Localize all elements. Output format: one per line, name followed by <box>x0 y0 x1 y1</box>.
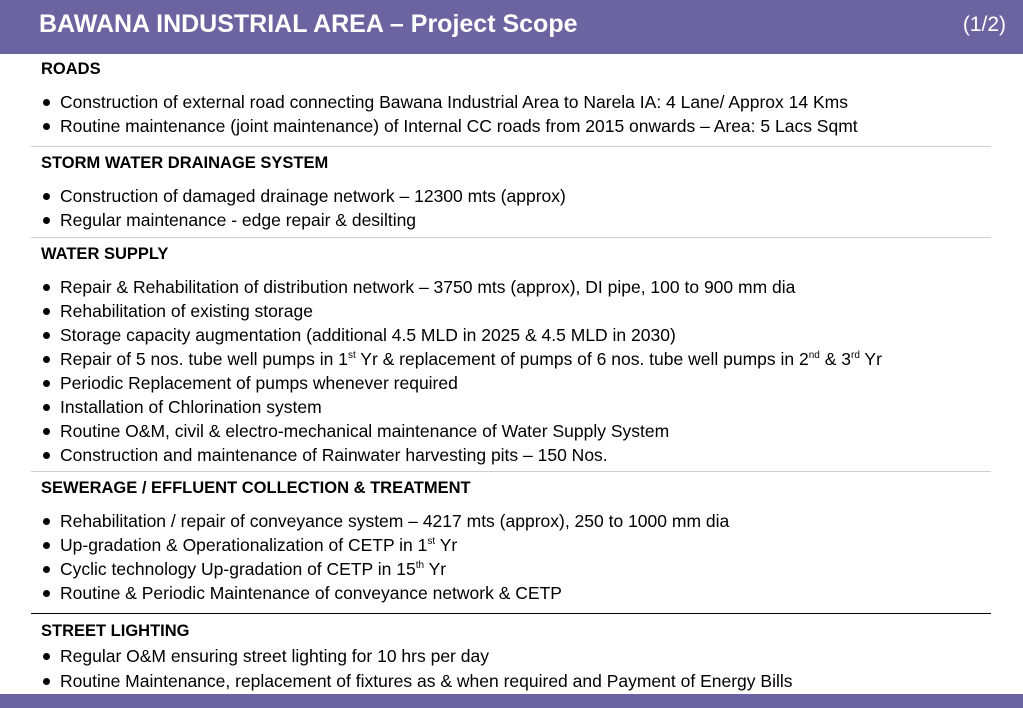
page-title: BAWANA INDUSTRIAL AREA – Project Scope <box>39 10 578 38</box>
page-indicator: (1/2) <box>962 13 1006 36</box>
street-lighting-list <box>31 644 991 693</box>
section-divider <box>31 237 991 238</box>
water-supply-list <box>31 275 991 467</box>
list-item <box>31 533 991 557</box>
list-item <box>31 557 991 581</box>
list-item: Regular maintenance - edge repair & desilting <box>31 208 991 232</box>
text-run: Yr <box>859 349 882 369</box>
section-roads <box>31 57 991 138</box>
list-item <box>31 347 991 371</box>
section-title-water-supply: WATER SUPPLY <box>41 245 169 263</box>
storm-water-list <box>31 184 991 232</box>
text-run: Cyclic technology Up-gradation of CETP in 15 <box>60 559 416 579</box>
section-divider <box>31 471 991 472</box>
list-item: Installation of Chlorination system <box>31 395 991 419</box>
text-run: Yr <box>424 559 447 579</box>
section-title-storm-water: STORM WATER DRAINAGE SYSTEM <box>41 154 329 172</box>
list-item: Regular O&M ensuring street lighting for 10 hrs per day <box>31 644 991 668</box>
sewerage-list <box>31 509 991 605</box>
list-item: Storage capacity augmentation (additional 4.5 MLD in 2025 & 4.5 MLD in 2030) <box>31 323 991 347</box>
section-title-street-lighting: STREET LIGHTING <box>41 622 190 640</box>
text-run: Yr <box>435 535 458 555</box>
list-item: Routine & Periodic Maintenance of conveyance network & CETP <box>31 581 991 605</box>
text-run: Repair of 5 nos. tube well pumps in 1 <box>60 349 348 369</box>
section-sewerage <box>31 476 991 605</box>
list-item: Rehabilitation / repair of conveyance system – 4217 mts (approx), 250 to 1000 mm dia <box>31 509 991 533</box>
list-item: Construction and maintenance of Rainwater harvesting pits – 150 Nos. <box>31 443 991 467</box>
section-divider <box>31 146 991 147</box>
list-item: Construction of damaged drainage network – 12300 mts (approx) <box>31 184 991 208</box>
section-water-supply <box>31 242 991 467</box>
list-item: Repair & Rehabilitation of distribution network – 3750 mts (approx), DI pipe, 100 to 900 mm dia <box>31 275 991 299</box>
roads-list <box>31 90 991 138</box>
text-run: Up-gradation & Operationalization of CETP in 1 <box>60 535 428 555</box>
ordinal-suffix: th <box>415 560 425 571</box>
ordinal-suffix: nd <box>808 350 820 361</box>
section-divider <box>31 613 991 614</box>
list-item: Routine maintenance (joint maintenance) of Internal CC roads from 2015 onwards – Area: 5 Lacs Sqmt <box>31 114 991 138</box>
ordinal-suffix: st <box>427 536 436 547</box>
ordinal-suffix: rd <box>850 350 860 361</box>
list-item: Construction of external road connecting Bawana Industrial Area to Narela IA: 4 Lane/ Approx 14 Kms <box>31 90 991 114</box>
section-storm-water <box>31 151 991 232</box>
text-run: Yr & replacement of pumps of 6 nos. tube well pumps in 2 <box>355 349 809 369</box>
list-item: Routine O&M, civil & electro-mechanical maintenance of Water Supply System <box>31 419 991 443</box>
footer-bar <box>0 694 1023 708</box>
list-item: Periodic Replacement of pumps whenever required <box>31 371 991 395</box>
list-item: Rehabilitation of existing storage <box>31 299 991 323</box>
ordinal-suffix: st <box>347 350 356 361</box>
header-bar <box>0 0 1023 54</box>
text-run: & 3 <box>819 349 851 369</box>
list-item: Routine Maintenance, replacement of fixtures as & when required and Payment of Energy Bills <box>31 669 991 693</box>
section-title-sewerage: SEWERAGE / EFFLUENT COLLECTION & TREATMENT <box>41 479 471 497</box>
section-street-lighting <box>31 619 991 693</box>
section-title-roads: ROADS <box>41 60 101 78</box>
